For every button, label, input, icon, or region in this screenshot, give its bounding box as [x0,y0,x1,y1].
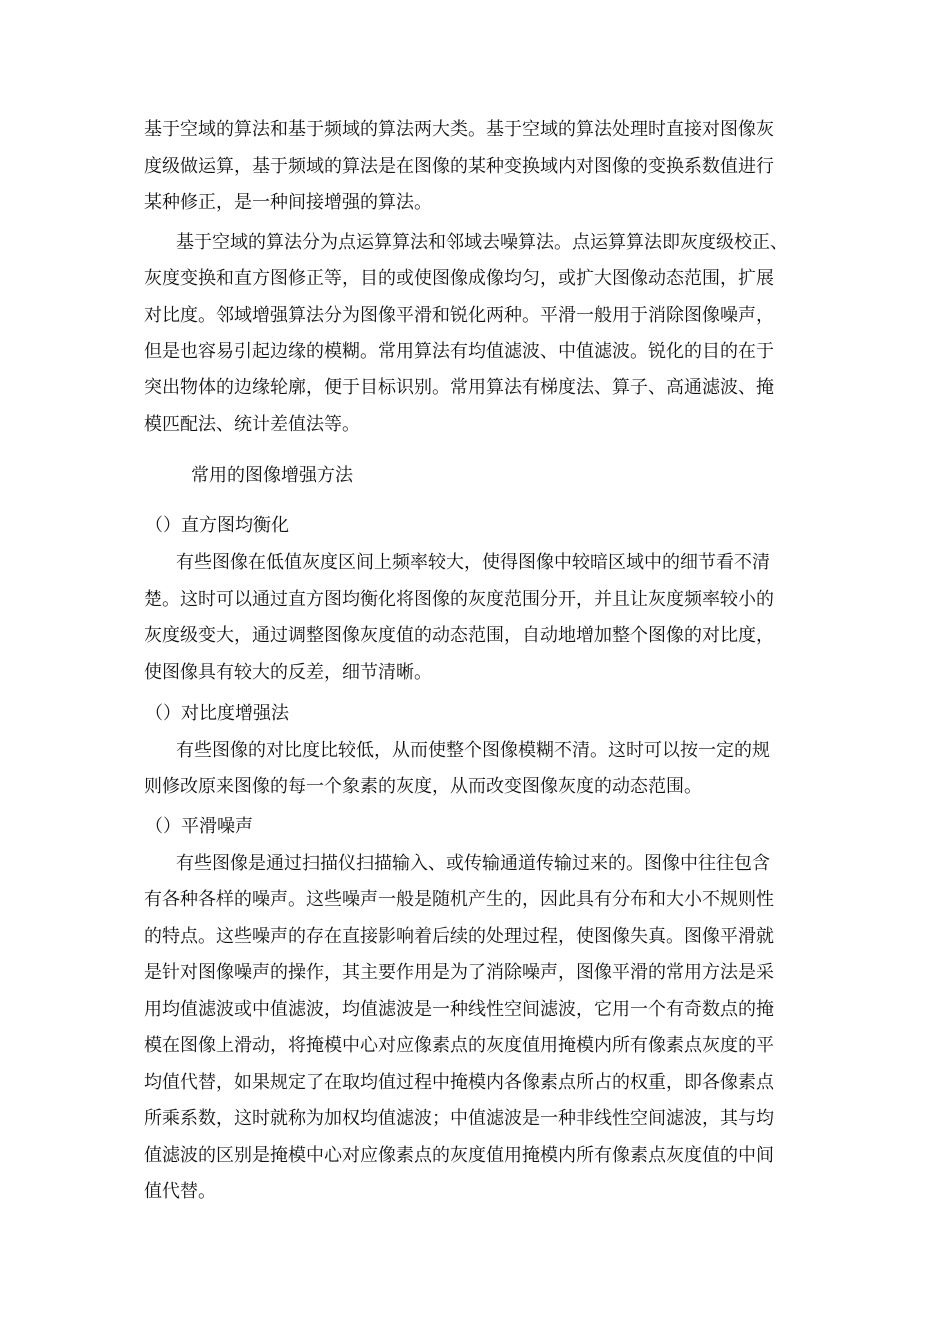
paragraph-2-line-1: 基于空域的算法分为点运算算法和邻域去噪算法。点运算算法即灰度级校正、 [176,232,788,253]
subsection-3-line-10: 值代替。 [144,1181,216,1202]
paragraph-2-line-6: 模匹配法、统计差值法等。 [144,414,360,435]
subsection-3-line-5: 用均值滤波或中值滤波，均值滤波是一种线性空间滤波，它用一个有奇数点的掩 [144,999,774,1020]
subsection-3-line-8: 所乘系数，这时就称为加权均值滤波；中值滤波是一种非线性空间滤波，其与均 [144,1108,774,1129]
subsection-1-line-1: 有些图像在低值灰度区间上频率较大，使得图像中较暗区域中的细节看不清 [176,552,770,573]
subsection-2-title: （）对比度增强法 [145,703,289,724]
subsection-3-line-9: 值滤波的区别是掩模中心对应像素点的灰度值用掩模内所有像素点灰度值的中间 [144,1145,774,1166]
subsection-3-line-3: 的特点。这些噪声的存在直接影响着后续的处理过程，使图像失真。图像平滑就 [144,926,774,947]
subsection-3-line-6: 模在图像上滑动，将掩模中心对应像素点的灰度值用掩模内所有像素点灰度的平 [144,1035,774,1056]
paragraph-2-line-4: 但是也容易引起边缘的模糊。常用算法有均值滤波、中值滤波。锐化的目的在于 [144,341,774,362]
paragraph-1-line-2: 度级做运算，基于频域的算法是在图像的某种变换域内对图像的变换系数值进行 [144,156,774,177]
subsection-1-line-4: 使图像具有较大的反差，细节清晰。 [144,662,432,683]
section-heading: 常用的图像增强方法 [191,465,353,486]
subsection-2-line-1: 有些图像的对比度比较低，从而使整个图像模糊不清。这时可以按一定的规 [176,740,770,761]
paragraph-2-line-3: 对比度。邻域增强算法分为图像平滑和锐化两种。平滑一般用于消除图像噪声， [144,305,774,326]
subsection-3-line-1: 有些图像是通过扫描仪扫描输入、或传输通道传输过来的。图像中往往包含 [176,853,770,874]
subsection-3-title: （）平滑噪声 [145,816,253,837]
paragraph-1-line-1: 基于空域的算法和基于频域的算法两大类。基于空域的算法处理时直接对图像灰 [144,119,774,140]
subsection-3-line-2: 有各种各样的噪声。这些噪声一般是随机产生的，因此具有分布和大小不规则性 [144,889,774,910]
subsection-2-line-2: 则修改原来图像的每一个象素的灰度，从而改变图像灰度的动态范围。 [144,776,702,797]
subsection-1-line-2: 楚。这时可以通过直方图均衡化将图像的灰度范围分开，并且让灰度频率较小的 [144,589,774,610]
paragraph-1-line-3: 某种修正，是一种间接增强的算法。 [144,192,432,213]
subsection-1-line-3: 灰度级变大，通过调整图像灰度值的动态范围，自动地增加整个图像的对比度， [144,625,774,646]
subsection-3-line-4: 是针对图像噪声的操作，其主要作用是为了消除噪声，图像平滑的常用方法是采 [144,962,774,983]
subsection-3-line-7: 均值代替，如果规定了在取均值过程中掩模内各像素点所占的权重，即各像素点 [144,1072,774,1093]
subsection-1-title: （）直方图均衡化 [145,515,289,536]
paragraph-2-line-5: 突出物体的边缘轮廓，便于目标识别。常用算法有梯度法、算子、高通滤波、掩 [144,377,774,398]
paragraph-2-line-2: 灰度变换和直方图修正等，目的或使图像成像均匀，或扩大图像动态范围，扩展 [144,268,774,289]
